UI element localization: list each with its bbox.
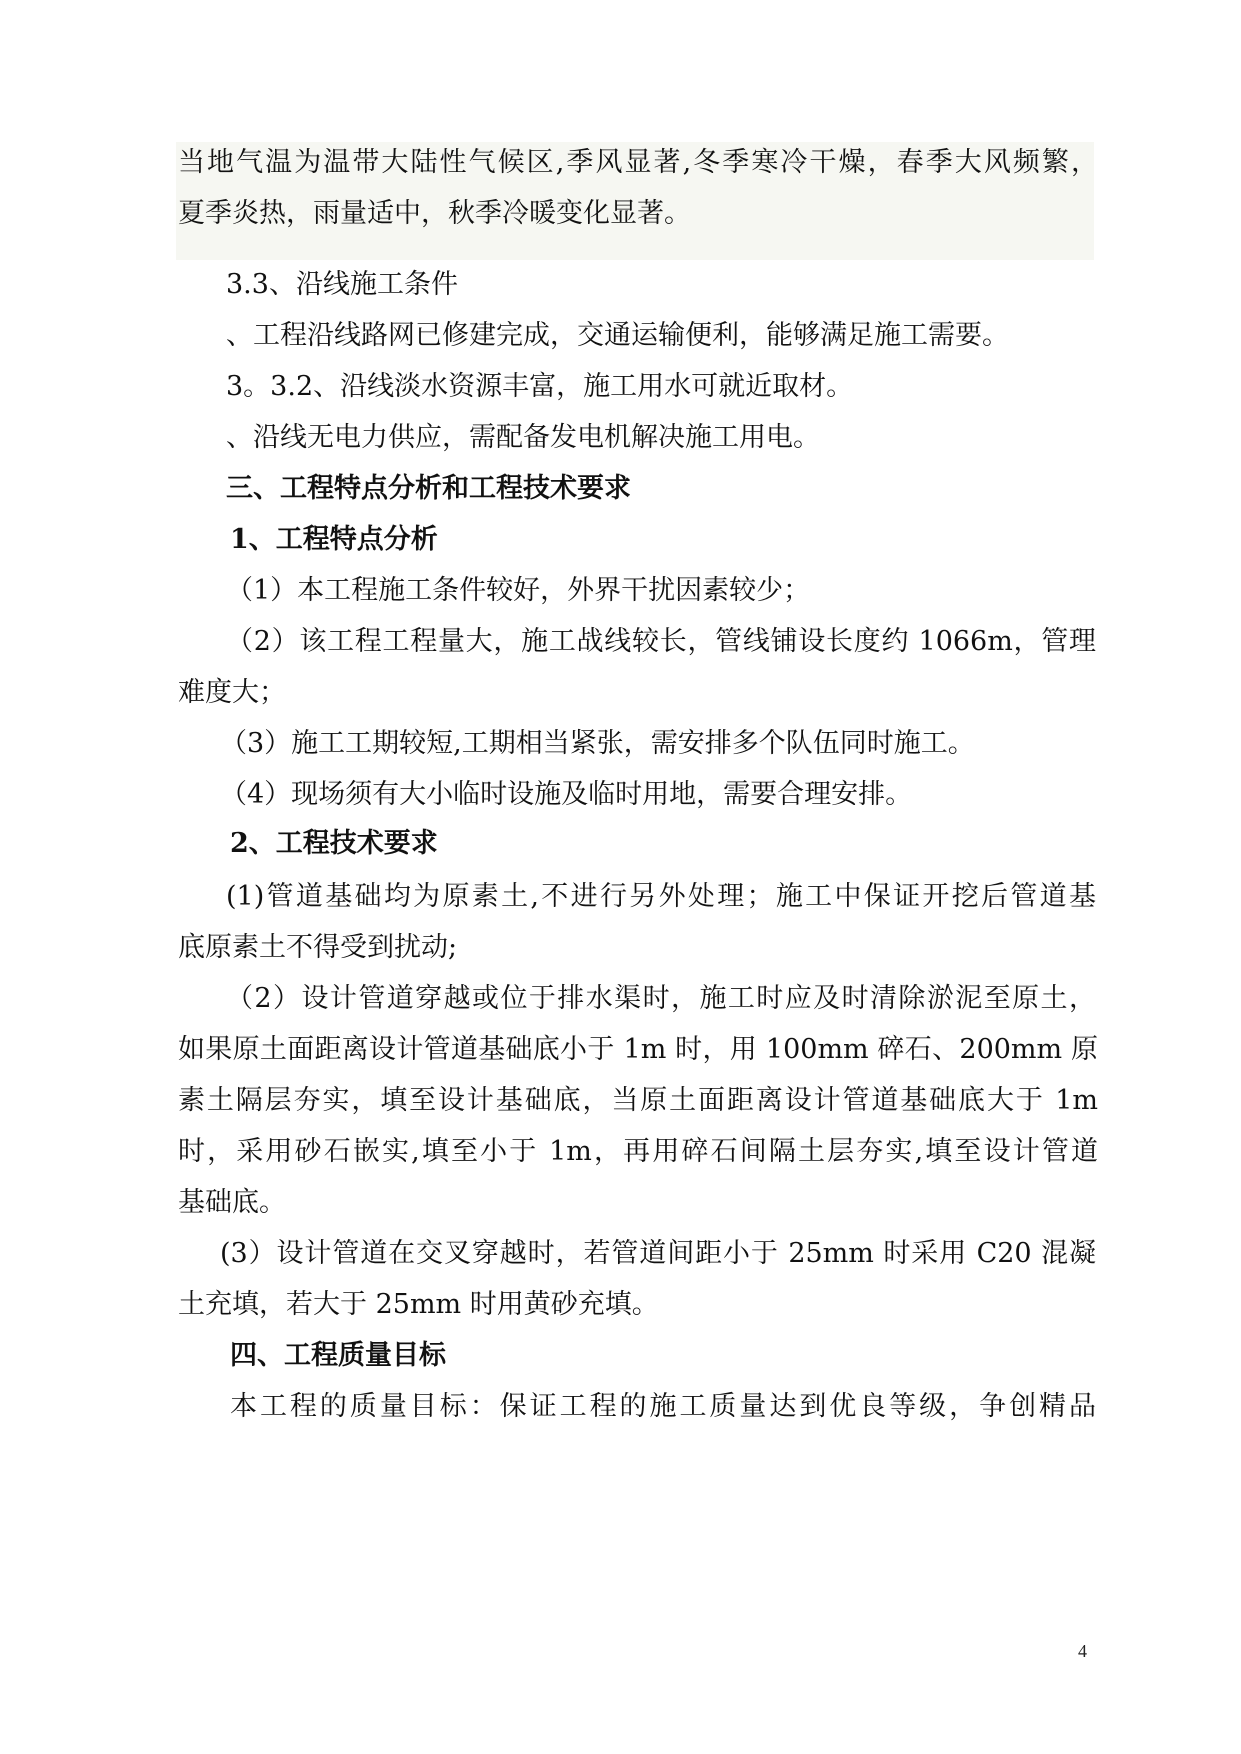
page-number: 4 <box>1078 1641 1087 1661</box>
tech-req-2-line-5: 基础底。 <box>178 1187 286 1218</box>
feature-item-2-line-1: （2）该工程工程量大，施工战线较长，管线铺设长度约 1066m，管理 <box>226 626 1096 657</box>
section-1-heading: 1、工程特点分析 <box>230 524 438 555</box>
feature-item-4: （4）现场须有大小临时设施及临时用地，需要合理安排。 <box>220 779 913 810</box>
section-3-3-heading: 3.3、沿线施工条件 <box>226 269 458 300</box>
tech-req-3-line-1: (3）设计管道在交叉穿越时，若管道间距小于 25mm 时采用 C20 混凝 <box>220 1238 1096 1269</box>
tech-req-3-line-2: 土充填，若大于 25mm 时用黄砂充填。 <box>178 1289 659 1320</box>
section-2-heading: 2、工程技术要求 <box>230 828 438 859</box>
tech-req-2-line-3: 素土隔层夯实，填至设计基础底，当原土面距离设计管道基础底大于 1m <box>178 1085 1098 1116</box>
climate-text-line-1: 当地气温为温带大陆性气候区,季风显著,冬季寒冷干燥，春季大风频繁， <box>178 147 1098 178</box>
climate-text-line-2: 夏季炎热，雨量适中，秋季冷暖变化显著。 <box>178 198 691 229</box>
tech-req-2-line-2: 如果原土面距离设计管道基础底小于 1m 时，用 100mm 碎石、200mm 原 <box>178 1034 1098 1065</box>
feature-item-1: （1）本工程施工条件较好，外界干扰因素较少； <box>226 575 811 606</box>
tech-req-1-line-2: 底原素土不得受到扰动; <box>178 932 458 963</box>
tech-req-2-line-4: 时，采用砂石嵌实,填至小于 1m，再用碎石间隔土层夯实,填至设计管道 <box>178 1136 1098 1167</box>
feature-item-3: （3）施工工期较短,工期相当紧张，需安排多个队伍同时施工。 <box>220 728 975 759</box>
tech-req-1-line-1: (1)管道基础均为原素土,不进行另外处理；施工中保证开挖后管道基 <box>226 881 1096 912</box>
condition-road-network: 、工程沿线路网已修建完成，交通运输便利，能够满足施工需要。 <box>226 320 1009 351</box>
condition-water-supply: 3。3.2、沿线淡水资源丰富，施工用水可就近取材。 <box>226 371 854 402</box>
chapter-3-heading: 三、工程特点分析和工程技术要求 <box>226 473 631 504</box>
condition-power-supply: 、沿线无电力供应，需配备发电机解决施工用电。 <box>226 422 820 453</box>
feature-item-2-line-2: 难度大； <box>178 677 286 708</box>
quality-goal-line-1: 本工程的质量目标：保证工程的施工质量达到优良等级，争创精品 <box>230 1391 1096 1422</box>
chapter-4-heading: 四、工程质量目标 <box>230 1340 446 1371</box>
tech-req-2-line-1: （2）设计管道穿越或位于排水渠时，施工时应及时清除淤泥至原土， <box>226 983 1096 1014</box>
